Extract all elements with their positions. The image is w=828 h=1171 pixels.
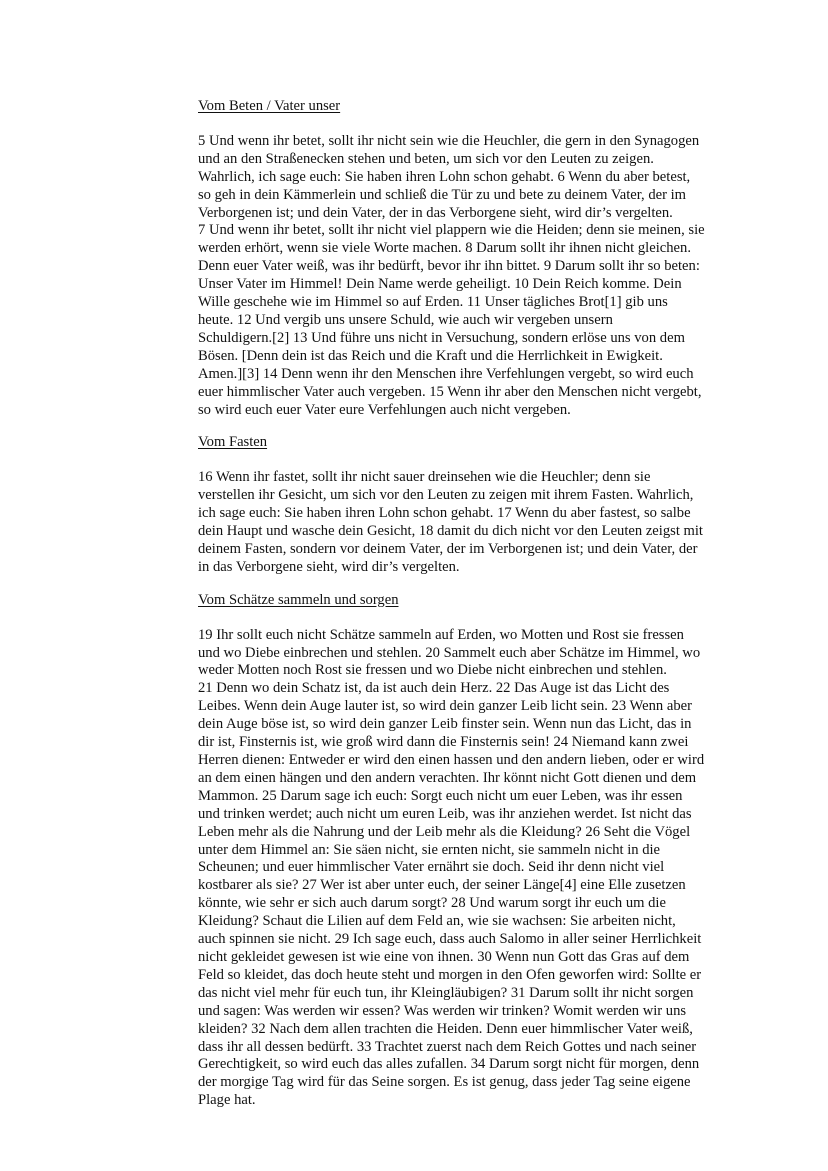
- text-line: Herren dienen: Entweder er wird den einen hassen und den andern lieben, oder er wird: [198, 752, 705, 768]
- text-line: werden erhört, wenn sie viele Worte machen. 8 Darum sollt ihr ihnen nicht gleichen.: [198, 240, 691, 257]
- section-paragraph: [198, 133, 738, 420]
- text-line: verstellen ihr Gesicht, um sich vor den Leuten zu zeigen mit ihrem Fasten. Wahrlich,: [198, 487, 694, 504]
- text-line: heute. 12 Und vergib uns unsere Schuld, wie auch wir vergeben unsern: [198, 311, 613, 328]
- text-line: nicht gekleidet gewesen ist wie eine von ihnen. 30 Wenn nun Gott das Gras auf dem: [198, 948, 690, 965]
- text-line: und sagen: Was werden wir essen? Was werden wir trinken? Womit werden wir uns: [198, 1002, 687, 1019]
- text-line: der morgige Tag wird für das Seine sorgen. Es ist genug, dass jeder Tag seine eigene: [198, 1074, 691, 1091]
- text-line: auch spinnen sie nicht. 29 Ich sage euch, dass auch Salomo in aller seiner Herrlichkeit: [198, 931, 702, 948]
- text-line: könnte, wie sehr er sich auch darum sorgt? 28 Und warum sorgt ihr euch um die: [198, 895, 666, 912]
- section-heading: Vom Beten / Vater unser: [198, 98, 341, 114]
- text-line: das nicht viel mehr für euch tun, ihr Kleingläubigen? 31 Darum sollt ihr nicht sorgen: [198, 984, 694, 1001]
- text-line: Leben mehr als die Nahrung und der Leib mehr als die Kleidung? 26 Seht die Vögel: [198, 823, 691, 840]
- text-line: Leibes. Wenn dein Auge lauter ist, so wird dein ganzer Leib licht sein. 23 Wenn aber: [198, 698, 692, 715]
- text-line: und wo Diebe einbrechen und stehlen. 20 Sammelt euch aber Schätze im Himmel, wo: [198, 644, 701, 661]
- section-vom-fasten: [198, 434, 738, 576]
- text-line: unter dem Himmel an: Sie säen nicht, sie ernten nicht, sie sammeln nicht in die: [198, 841, 661, 858]
- text-line: so wird euch euer Vater eure Verfehlungen auch nicht vergeben.: [198, 401, 571, 418]
- text-line: Bösen. [Denn dein ist das Reich und die Kraft und die Herrlichkeit in Ewigkeit.: [198, 347, 663, 364]
- text-line: ich sage euch: Sie haben ihren Lohn schon gehabt. 17 Wenn du aber fastest, so salbe: [198, 505, 691, 522]
- text-line: 16 Wenn ihr fastet, sollt ihr nicht sauer dreinsehen wie die Heuchler; denn sie: [198, 469, 651, 486]
- text-line: Plage hat.: [198, 1092, 256, 1109]
- text-line: dein Haupt und wasche dein Gesicht, 18 damit du dich nicht vor den Leuten zeigst mit: [198, 523, 703, 540]
- section-paragraph: [198, 469, 738, 576]
- text-line: Amen.][3] 14 Denn wenn ihr den Menschen ihre Verfehlungen vergebt, so wird euch: [198, 365, 694, 382]
- text-line: Wahrlich, ich sage euch: Sie haben ihren Lohn schon gehabt. 6 Wenn du aber betest,: [198, 168, 691, 185]
- text-line: und an den Straßenecken stehen und beten, um sich vor den Leuten zu zeigen.: [198, 150, 654, 167]
- text-line: 5 Und wenn ihr betet, sollt ihr nicht sein wie die Heuchler, die gern in den Synagogen: [198, 132, 700, 149]
- text-line: an dem einen hängen und den andern verachten. Ihr könnt nicht Gott dienen und dem: [198, 769, 697, 786]
- section-vom-beten: [198, 98, 738, 419]
- text-line: Denn euer Vater weiß, was ihr bedürft, bevor ihr ihn bittet. 9 Darum sollt ihr so beten:: [198, 258, 700, 275]
- text-line: 21 Denn wo dein Schatz ist, da ist auch dein Herz. 22 Das Auge ist das Licht des: [198, 680, 670, 697]
- text-line: Feld so kleidet, das doch heute steht und morgen in den Ofen geworfen wird: Sollte er: [198, 966, 702, 983]
- text-line: in das Verborgene sieht, wird dir’s vergelten.: [198, 558, 460, 575]
- text-line: Wille geschehe wie im Himmel so auf Erden. 11 Unser tägliches Brot[1] gib uns: [198, 294, 668, 311]
- text-line: Schuldigern.[2] 13 Und führe uns nicht in Versuchung, sondern erlöse uns von dem: [198, 329, 685, 346]
- text-line: Mammon. 25 Darum sage ich euch: Sorgt euch nicht um euer Leben, was ihr essen: [198, 787, 683, 804]
- document-page: [198, 98, 738, 1125]
- text-line: weder Motten noch Rost sie fressen und wo Diebe nicht einbrechen und stehlen.: [198, 662, 667, 679]
- text-line: so geh in dein Kämmerlein und schließ die Tür zu und bete zu deinem Vater, der im: [198, 186, 687, 203]
- text-line: Gerechtigkeit, so wird euch das alles zufallen. 34 Darum sorgt nicht für morgen, denn: [198, 1056, 700, 1073]
- text-line: kleiden? 32 Nach dem allen trachten die Heiden. Denn euer himmlischer Vater weiß,: [198, 1020, 693, 1037]
- text-line: kostbarer als sie? 27 Wer ist aber unter euch, der seiner Länge[4] eine Elle zusetzen: [198, 877, 686, 894]
- text-line: euer himmlischer Vater auch vergeben. 15 Wenn ihr aber den Menschen nicht vergebt,: [198, 383, 702, 400]
- section-heading: Vom Fasten: [198, 434, 268, 451]
- text-line: dass ihr all dessen bedürft. 33 Trachtet zuerst nach dem Reich Gottes und nach seiner: [198, 1038, 697, 1055]
- section-paragraph: [198, 627, 738, 1110]
- text-line: dir ist, Finsternis ist, wie groß wird dann die Finsternis sein! 24 Niemand kann zwei: [198, 734, 689, 751]
- text-line: Verborgenen ist; und dein Vater, der in das Verborgene sieht, wird dir’s vergelten.: [198, 204, 673, 221]
- section-vom-schaetze-sammeln: [198, 592, 738, 1110]
- text-line: deinem Fasten, sondern vor deinem Vater, der im Verborgenen ist; und dein Vater, der: [198, 540, 698, 557]
- text-line: dein Auge böse ist, so wird dein ganzer Leib finster sein. Wenn nun das Licht, das in: [198, 716, 692, 733]
- text-line: 7 Und wenn ihr betet, sollt ihr nicht viel plappern wie die Heiden; denn sie meinen, sie: [198, 222, 705, 239]
- text-line: 19 Ihr sollt euch nicht Schätze sammeln auf Erden, wo Motten und Rost sie fressen: [198, 626, 684, 643]
- section-heading: Vom Schätze sammeln und sorgen: [198, 591, 399, 608]
- text-line: Unser Vater im Himmel! Dein Name werde geheiligt. 10 Dein Reich komme. Dein: [198, 276, 682, 293]
- text-line: Kleidung? Schaut die Lilien auf dem Feld an, wie sie wachsen: Sie arbeiten nicht,: [198, 913, 676, 930]
- text-line: und trinken werdet; auch nicht um euren Leib, was ihr anziehen werdet. Ist nicht das: [198, 805, 692, 822]
- text-line: Scheunen; und euer himmlischer Vater ernährt sie doch. Seid ihr denn nicht viel: [198, 859, 665, 876]
